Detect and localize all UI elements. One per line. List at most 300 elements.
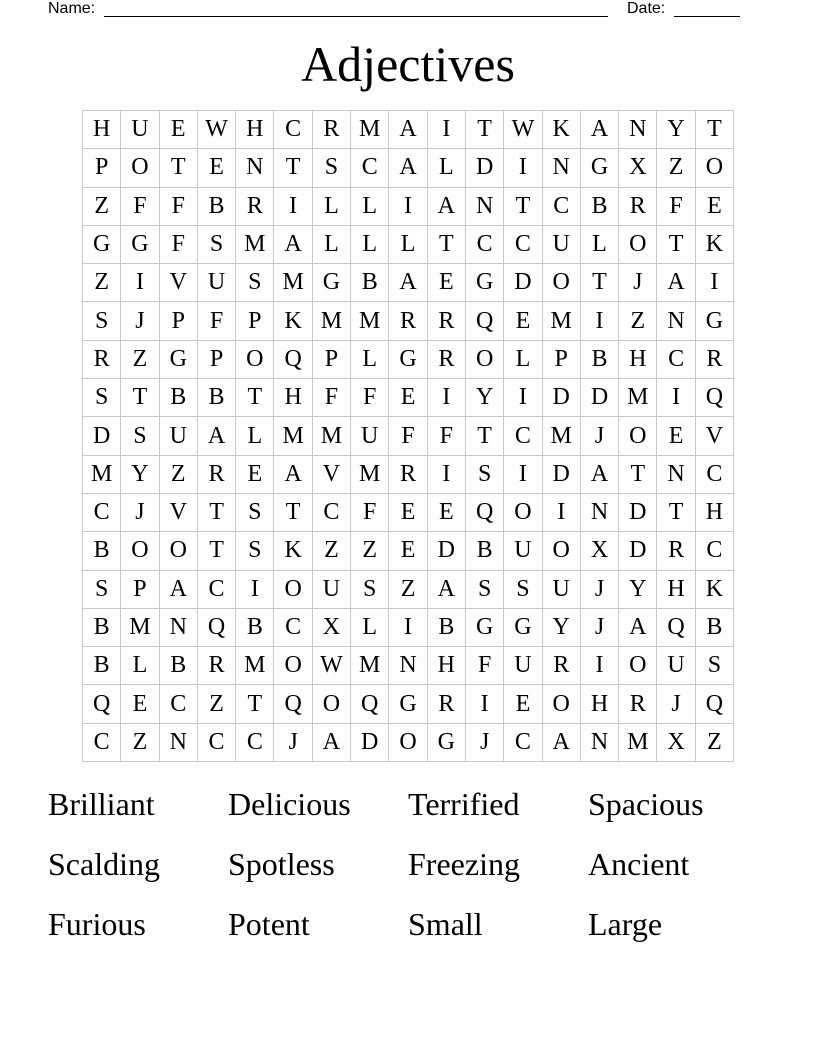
grid-cell: Z [198,685,236,723]
grid-cell: N [160,724,198,762]
grid-cell: M [351,456,389,494]
grid-cell: Q [83,685,121,723]
grid-cell: Q [466,494,504,532]
grid-cell: E [428,494,466,532]
grid-cell: R [198,456,236,494]
grid-cell: E [389,532,427,570]
grid-cell: F [657,188,695,226]
grid-cell: Z [121,724,159,762]
grid-cell: H [657,571,695,609]
grid-cell: K [274,532,312,570]
grid-cell: A [389,111,427,149]
word-list-item: Potent [228,906,310,942]
grid-cell: G [313,264,351,302]
grid-cell: C [160,685,198,723]
grid-cell: U [351,417,389,455]
grid-cell: M [313,302,351,340]
grid-cell: U [504,532,542,570]
grid-cell: G [389,685,427,723]
grid-cell: E [504,685,542,723]
grid-cell: G [160,341,198,379]
grid-cell: M [236,226,274,264]
grid-cell: Z [121,341,159,379]
grid-cell: G [466,609,504,647]
grid-cell: R [313,111,351,149]
grid-cell: M [121,609,159,647]
grid-cell: Z [83,188,121,226]
grid-cell: M [543,417,581,455]
grid-cell: I [389,188,427,226]
grid-cell: A [313,724,351,762]
grid-cell: I [504,149,542,187]
grid-cell: O [466,341,504,379]
grid-cell: C [657,341,695,379]
grid-cell: P [121,571,159,609]
grid-cell: C [198,724,236,762]
grid-cell: C [274,111,312,149]
grid-cell: V [160,494,198,532]
grid-cell: C [543,188,581,226]
grid-cell: J [274,724,312,762]
grid-cell: K [696,571,734,609]
grid-cell: U [657,647,695,685]
grid-cell: I [428,456,466,494]
grid-cell: L [389,226,427,264]
grid-cell: S [466,571,504,609]
grid-cell: I [696,264,734,302]
grid-cell: B [198,379,236,417]
grid-cell: B [160,379,198,417]
grid-cell: H [619,341,657,379]
grid-cell: V [160,264,198,302]
grid-cell: E [428,264,466,302]
word-list [48,782,768,962]
grid-cell: W [504,111,542,149]
word-list-item: Scalding [48,846,160,882]
grid-cell: J [581,609,619,647]
page-title: Adjectives [301,36,515,92]
grid-cell: H [428,647,466,685]
grid-cell: F [160,226,198,264]
grid-cell: O [619,647,657,685]
grid-cell: N [160,609,198,647]
grid-cell: T [657,226,695,264]
grid-cell: O [313,685,351,723]
grid-cell: R [619,188,657,226]
grid-cell: O [274,647,312,685]
grid-cell: D [428,532,466,570]
grid-cell: Q [657,609,695,647]
grid-cell: T [428,226,466,264]
grid-cell: F [466,647,504,685]
name-label: Name: [48,0,96,17]
grid-cell: D [543,379,581,417]
word-list-item: Ancient [588,846,690,882]
grid-cell: T [274,494,312,532]
grid-cell: P [83,149,121,187]
grid-cell: F [351,379,389,417]
grid-cell: L [428,149,466,187]
grid-cell: Q [274,685,312,723]
grid-cell: Y [121,456,159,494]
grid-cell: C [236,724,274,762]
grid-cell: F [160,188,198,226]
grid-cell: S [198,226,236,264]
grid-cell: M [543,302,581,340]
grid-cell: Z [619,302,657,340]
grid-cell: H [236,111,274,149]
grid-cell: E [389,379,427,417]
grid-cell: I [466,685,504,723]
grid-cell: T [581,264,619,302]
grid-cell: C [504,226,542,264]
grid-cell: B [428,609,466,647]
word-list-item: Furious [48,906,146,942]
grid-cell: M [619,379,657,417]
grid-cell: A [198,417,236,455]
grid-cell: M [313,417,351,455]
grid-cell: F [428,417,466,455]
grid-cell: Q [696,379,734,417]
header [0,0,816,20]
grid-cell: J [466,724,504,762]
grid-cell: F [389,417,427,455]
grid-cell: U [160,417,198,455]
grid-cell: A [543,724,581,762]
grid-cell: P [313,341,351,379]
grid-cell: T [466,111,504,149]
grid-cell: B [466,532,504,570]
grid-cell: T [236,379,274,417]
grid-cell: D [504,264,542,302]
grid-cell: H [274,379,312,417]
grid-cell: S [466,456,504,494]
grid-cell: L [313,188,351,226]
grid-cell: B [198,188,236,226]
grid-cell: X [657,724,695,762]
grid-cell: N [581,724,619,762]
grid-cell: Z [160,456,198,494]
date-blank [674,16,740,17]
grid-cell: K [543,111,581,149]
grid-cell: A [619,609,657,647]
grid-cell: B [83,532,121,570]
grid-cell: E [504,302,542,340]
grid-cell: G [466,264,504,302]
grid-cell: J [619,264,657,302]
grid-cell: A [581,456,619,494]
grid-cell: S [121,417,159,455]
grid-cell: D [581,379,619,417]
grid-cell: O [543,532,581,570]
word-list-item: Spacious [588,786,704,822]
grid-cell: A [274,456,312,494]
grid-cell: V [696,417,734,455]
grid-cell: R [428,685,466,723]
grid-cell: Q [696,685,734,723]
grid-cell: M [274,417,312,455]
grid-cell: F [313,379,351,417]
grid-cell: P [160,302,198,340]
grid-cell: A [389,149,427,187]
grid-cell: Z [389,571,427,609]
grid-cell: J [121,494,159,532]
grid-cell: O [274,571,312,609]
grid-cell: S [236,494,274,532]
grid-cell: E [389,494,427,532]
grid-cell: L [121,647,159,685]
grid-cell: S [313,149,351,187]
grid-cell: G [504,609,542,647]
grid-cell: O [696,149,734,187]
grid-cell: K [696,226,734,264]
grid-cell: E [198,149,236,187]
grid-cell: E [696,188,734,226]
grid-cell: S [83,379,121,417]
grid-cell: V [313,456,351,494]
grid-cell: Y [543,609,581,647]
grid-cell: X [313,609,351,647]
grid-cell: W [313,647,351,685]
grid-cell: P [198,341,236,379]
grid-cell: F [198,302,236,340]
grid-cell: N [389,647,427,685]
grid-cell: J [581,571,619,609]
grid-cell: Q [466,302,504,340]
grid-cell: O [543,685,581,723]
grid-cell: I [236,571,274,609]
grid-cell: B [351,264,389,302]
grid-cell: A [428,188,466,226]
grid-cell: O [543,264,581,302]
grid-cell: A [160,571,198,609]
grid-cell: T [466,417,504,455]
grid-cell: Q [198,609,236,647]
grid-cell: T [504,188,542,226]
grid-cell: I [389,609,427,647]
grid-cell: K [274,302,312,340]
grid-cell: A [274,226,312,264]
grid-cell: G [581,149,619,187]
grid-cell: I [428,379,466,417]
grid-cell: B [581,188,619,226]
grid-cell: G [389,341,427,379]
grid-cell: H [581,685,619,723]
grid-cell: N [581,494,619,532]
grid-cell: A [389,264,427,302]
grid-cell: D [543,456,581,494]
grid-cell: C [504,417,542,455]
grid-cell: R [428,302,466,340]
grid-cell: L [236,417,274,455]
grid-cell: B [236,609,274,647]
grid-cell: R [236,188,274,226]
grid-cell: G [121,226,159,264]
grid-cell: D [83,417,121,455]
word-list-item: Small [408,906,483,942]
grid-cell: F [351,494,389,532]
grid-cell: E [160,111,198,149]
grid-cell: L [313,226,351,264]
grid-cell: I [428,111,466,149]
grid-cell: C [313,494,351,532]
grid-cell: M [236,647,274,685]
grid-cell: T [121,379,159,417]
grid-cell: M [351,647,389,685]
grid-cell: M [351,302,389,340]
grid-cell: S [236,532,274,570]
grid-cell: O [619,226,657,264]
grid-cell: I [657,379,695,417]
grid-cell: B [581,341,619,379]
grid-cell: U [121,111,159,149]
grid-cell: N [657,302,695,340]
grid-cell: Z [351,532,389,570]
grid-cell: T [274,149,312,187]
grid-cell: C [351,149,389,187]
grid-cell: E [236,456,274,494]
grid-cell: L [351,226,389,264]
grid-cell: D [351,724,389,762]
grid-cell: L [581,226,619,264]
grid-cell: C [198,571,236,609]
grid-cell: L [351,609,389,647]
grid-cell: C [504,724,542,762]
grid-cell: I [543,494,581,532]
grid-cell: M [619,724,657,762]
grid-cell: P [236,302,274,340]
grid-cell: C [83,724,121,762]
word-list-item: Brilliant [48,786,155,822]
grid-cell: T [198,532,236,570]
name-blank [104,16,608,17]
grid-cell: M [351,111,389,149]
grid-cell: I [581,647,619,685]
grid-cell: R [543,647,581,685]
grid-cell: J [121,302,159,340]
word-search-grid [82,110,734,762]
grid-cell: R [389,302,427,340]
grid-cell: U [504,647,542,685]
grid-cell: U [313,571,351,609]
grid-cell: B [160,647,198,685]
grid-cell: S [504,571,542,609]
grid-cell: S [236,264,274,302]
grid-cell: T [198,494,236,532]
grid-cell: W [198,111,236,149]
grid-cell: R [428,341,466,379]
grid-cell: H [696,494,734,532]
grid-cell: C [83,494,121,532]
word-list-item: Terrified [408,786,520,822]
grid-cell: Q [351,685,389,723]
grid-cell: R [389,456,427,494]
grid-cell: U [543,571,581,609]
grid-cell: R [83,341,121,379]
grid-cell: T [619,456,657,494]
grid-cell: I [504,456,542,494]
word-list-item: Spotless [228,846,335,882]
grid-cell: G [428,724,466,762]
grid-cell: E [657,417,695,455]
grid-cell: D [619,494,657,532]
grid-cell: D [619,532,657,570]
grid-cell: J [657,685,695,723]
grid-cell: T [160,149,198,187]
grid-cell: S [351,571,389,609]
grid-cell: D [466,149,504,187]
grid-cell: F [121,188,159,226]
grid-cell: S [696,647,734,685]
grid-cell: R [696,341,734,379]
grid-cell: X [581,532,619,570]
grid-cell: I [121,264,159,302]
grid-cell: X [619,149,657,187]
grid-cell: O [504,494,542,532]
grid-cell: O [121,149,159,187]
grid-cell: A [657,264,695,302]
grid-cell: R [657,532,695,570]
word-list-item: Delicious [228,786,351,822]
grid-cell: I [504,379,542,417]
grid-cell: N [543,149,581,187]
grid-cell: C [274,609,312,647]
grid-cell: B [83,609,121,647]
grid-cell: S [83,571,121,609]
grid-cell: L [504,341,542,379]
grid-cell: Y [466,379,504,417]
grid-cell: A [581,111,619,149]
grid-cell: R [619,685,657,723]
grid-cell: C [466,226,504,264]
grid-cell: C [696,532,734,570]
grid-cell: Z [657,149,695,187]
grid-cell: N [466,188,504,226]
grid-cell: H [83,111,121,149]
grid-cell: A [428,571,466,609]
grid-cell: S [83,302,121,340]
grid-cell: Z [83,264,121,302]
word-list-item: Freezing [408,846,520,882]
grid-cell: O [121,532,159,570]
grid-cell: O [619,417,657,455]
grid-cell: C [696,456,734,494]
word-list-item: Large [588,906,663,942]
grid-cell: T [236,685,274,723]
grid-cell: Y [657,111,695,149]
grid-cell: M [83,456,121,494]
grid-cell: R [198,647,236,685]
grid-cell: O [160,532,198,570]
grid-cell: N [619,111,657,149]
grid-cell: M [274,264,312,302]
grid-cell: U [198,264,236,302]
grid-cell: E [121,685,159,723]
grid-cell: B [83,647,121,685]
grid-cell: O [389,724,427,762]
grid-cell: T [696,111,734,149]
grid-cell: P [543,341,581,379]
grid-cell: Z [313,532,351,570]
grid-cell: Z [696,724,734,762]
grid-cell: Q [274,341,312,379]
grid-cell: L [351,341,389,379]
grid-cell: J [581,417,619,455]
grid-cell: O [236,341,274,379]
grid-cell: L [351,188,389,226]
grid-cell: G [696,302,734,340]
grid-cell: B [696,609,734,647]
